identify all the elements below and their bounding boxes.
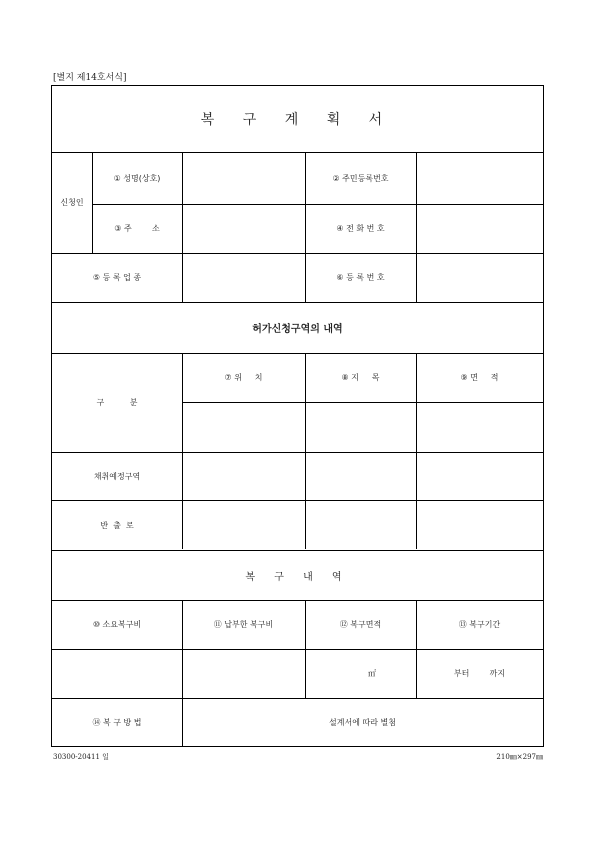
phone-label: ④ 전 화 번 호	[336, 224, 385, 233]
required-cost-label: ⑩ 소요복구비	[92, 620, 142, 629]
resident-number-label: ② 주민등록번호	[332, 173, 389, 183]
address-label: ③ 주 소	[114, 224, 160, 233]
location-field[interactable]	[182, 402, 305, 452]
extraction-area-label: 채취예정구역	[93, 471, 141, 481]
area-field[interactable]	[416, 402, 543, 452]
land-category-field[interactable]	[305, 402, 416, 452]
extraction-area-field[interactable]	[416, 452, 543, 500]
restoration-area-label: ⑫ 복구면적	[339, 620, 382, 629]
name-field[interactable]	[182, 152, 305, 204]
location-label: ⑦ 위 치	[224, 373, 263, 382]
restoration-method-value: 설계서에 따라 별첨	[329, 717, 396, 727]
haul-road-label: 반 출 로	[100, 520, 134, 530]
square-meter-unit: ㎡	[368, 669, 376, 678]
required-cost-field[interactable]	[52, 649, 182, 698]
applicant-group-label: 신청인	[60, 198, 84, 207]
haul-road-land-field[interactable]	[305, 500, 416, 550]
restoration-period-label: ⑬ 복구기간	[458, 620, 501, 629]
registration-number-field[interactable]	[416, 253, 543, 302]
land-category-label: ⑧ 지 목	[341, 373, 380, 382]
paid-cost-field[interactable]	[182, 649, 305, 698]
restoration-method-label: ⑭ 복 구 방 법	[92, 717, 142, 727]
permit-section-title: 허가신청구역의 내역	[252, 324, 343, 335]
paper-size: 210㎜×297㎜	[496, 753, 543, 761]
business-type-label: ⑤ 등 록 업 종	[92, 273, 142, 282]
area-label: ⑨ 면 적	[460, 373, 499, 382]
registration-number-label: ⑥ 등 록 번 호	[336, 273, 385, 282]
restoration-area-field[interactable]	[305, 649, 416, 698]
restoration-method-field[interactable]	[182, 698, 543, 746]
form-code: 30300-20411 일	[53, 753, 109, 761]
period-from-to-text: 부터 까지	[453, 669, 506, 678]
category-label: 구 분	[96, 398, 138, 407]
extraction-location-field[interactable]	[182, 452, 305, 500]
form-number-label: [별지 제14호서식]	[53, 73, 127, 83]
form-title: 복 구 계 획 서	[200, 112, 395, 128]
haul-road-location-field[interactable]	[182, 500, 305, 550]
restoration-plan-form	[51, 85, 544, 747]
paid-cost-label: ⑪ 납부한 복구비	[213, 620, 274, 629]
restoration-period-field[interactable]	[416, 649, 543, 698]
resident-number-field[interactable]	[416, 152, 543, 204]
address-field[interactable]	[182, 204, 305, 253]
business-type-field[interactable]	[182, 253, 305, 302]
phone-field[interactable]	[416, 204, 543, 253]
extraction-land-field[interactable]	[305, 452, 416, 500]
name-label: ① 성명(상호)	[113, 173, 161, 183]
haul-road-area-field[interactable]	[416, 500, 543, 550]
restoration-section-title: 복 구 내 역	[245, 571, 350, 583]
